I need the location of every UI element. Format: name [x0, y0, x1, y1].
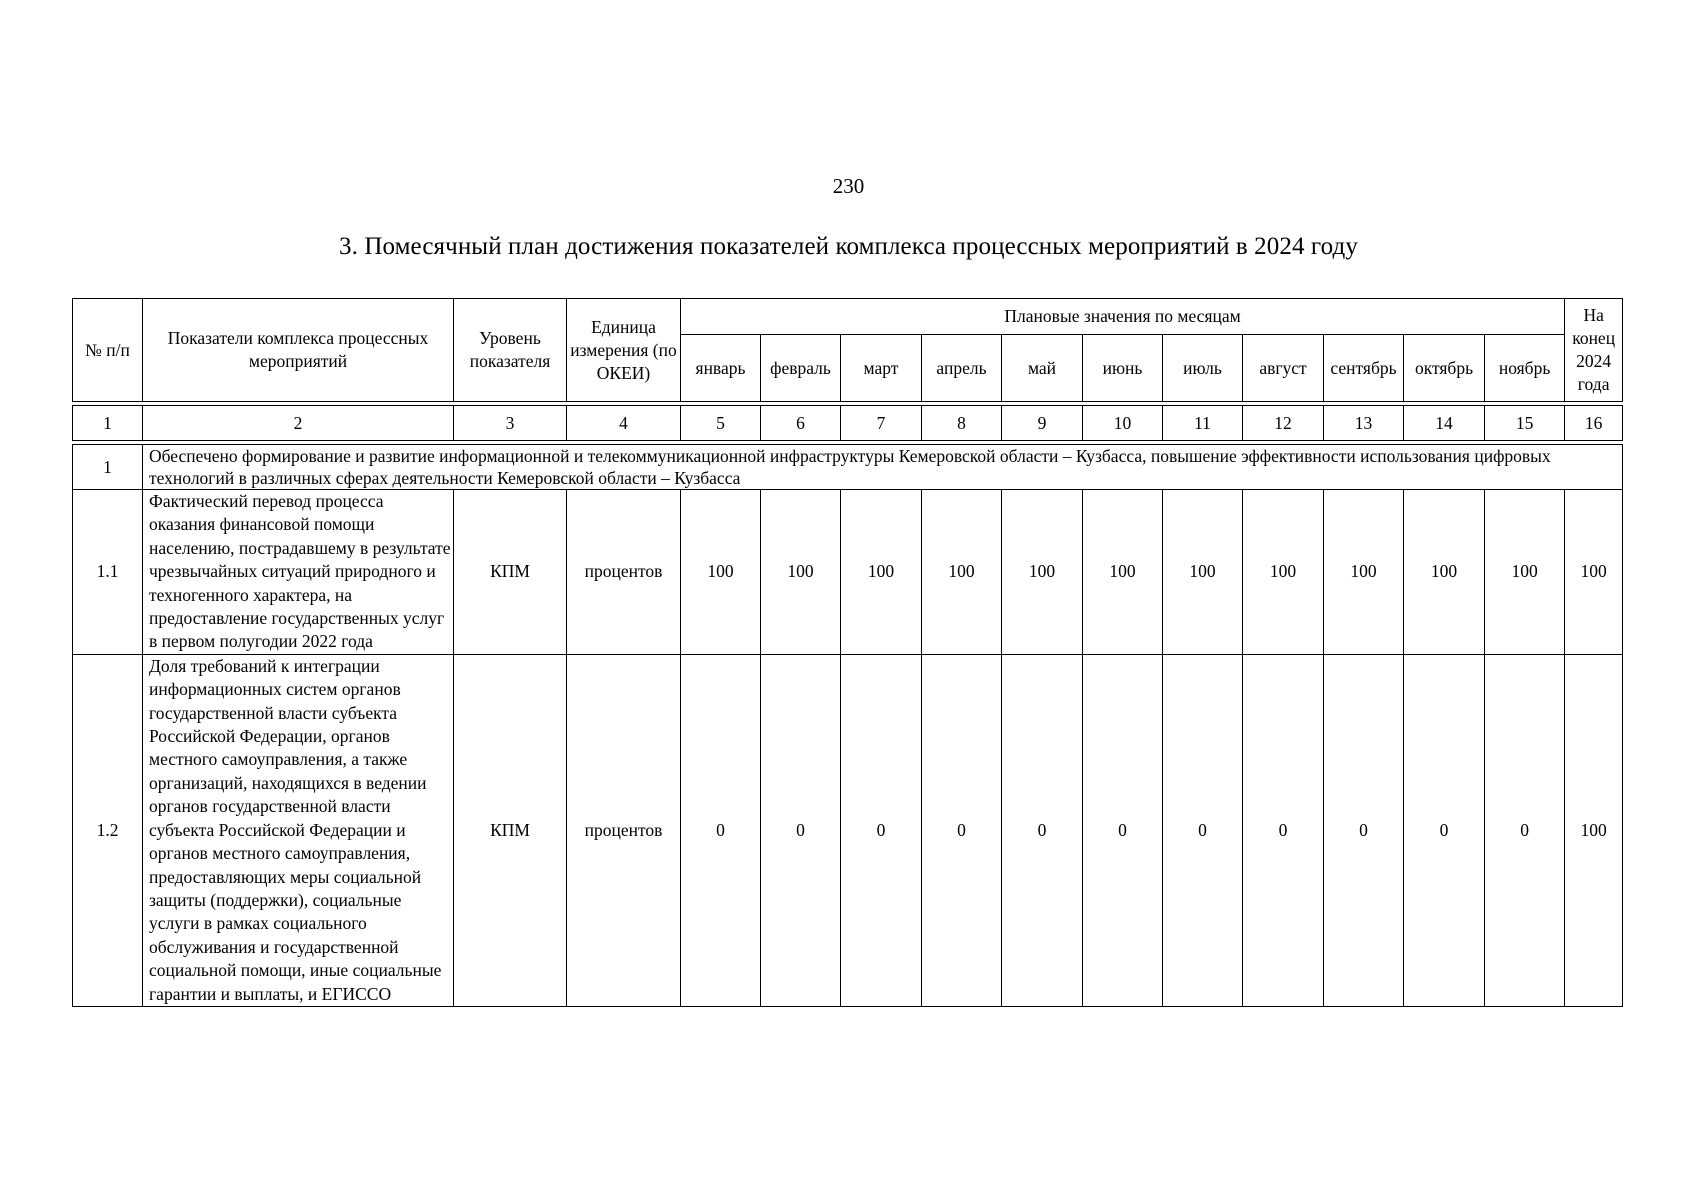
row-month-value: 100: [1324, 490, 1404, 655]
table-row: [73, 490, 1623, 655]
row-end-value: 100: [1565, 654, 1623, 1006]
section-num: 1: [73, 445, 143, 490]
row-month-value: 100: [1083, 490, 1163, 655]
row-month-value: 0: [1485, 654, 1565, 1006]
header-monthly-group: Плановые значения по месяцам: [681, 299, 1565, 335]
column-number: 11: [1163, 406, 1243, 441]
header-month: май: [1002, 335, 1083, 402]
row-month-value: 100: [1163, 490, 1243, 655]
section-text: Обеспечено формирование и развитие информационной и телекоммуникационной инфраструктуры Кемеровской области – Кузбасса, повышение эффективности использования цифровых технологий в различных сферах деятельности Кемеровской области – Кузбасса: [143, 445, 1623, 490]
row-month-value: 100: [1404, 490, 1485, 655]
header-month: апрель: [922, 335, 1002, 402]
header-unit: Единица измерения (по ОКЕИ): [567, 299, 681, 402]
header-month: март: [841, 335, 922, 402]
row-month-value: 0: [1404, 654, 1485, 1006]
row-unit: процентов: [567, 654, 681, 1006]
row-level: КПМ: [454, 654, 567, 1006]
row-month-value: 100: [922, 490, 1002, 655]
column-number: 13: [1324, 406, 1404, 441]
header-month: октябрь: [1404, 335, 1485, 402]
column-number: 10: [1083, 406, 1163, 441]
column-number: 2: [143, 406, 454, 441]
header-month: июнь: [1083, 335, 1163, 402]
row-indicator: Фактический перевод процесса оказания финансовой помощи населению, пострадавшему в результате чрезвычайных ситуаций природного и техногенного характера, на предоставление государственных услуг в первом полугодии 2022 года: [143, 490, 454, 655]
row-month-value: 0: [1083, 654, 1163, 1006]
column-number: 4: [567, 406, 681, 441]
row-month-value: 0: [1163, 654, 1243, 1006]
column-number: 6: [761, 406, 841, 441]
column-number: 5: [681, 406, 761, 441]
row-month-value: 0: [841, 654, 922, 1006]
row-month-value: 100: [761, 490, 841, 655]
page-number: 230: [832, 174, 865, 198]
row-num: 1.2: [73, 654, 143, 1006]
column-numbers-row: [73, 406, 1623, 441]
column-number: 1: [73, 406, 143, 441]
header-month: январь: [681, 335, 761, 402]
row-month-value: 0: [761, 654, 841, 1006]
document-title: 3. Помесячный план достижения показателей комплекса процессных мероприятий в 2024 году: [339, 233, 1358, 260]
column-number: 3: [454, 406, 567, 441]
row-month-value: 0: [681, 654, 761, 1006]
header-month: февраль: [761, 335, 841, 402]
row-month-value: 100: [841, 490, 922, 655]
row-month-value: 0: [922, 654, 1002, 1006]
row-month-value: 0: [1243, 654, 1324, 1006]
row-num: 1.1: [73, 490, 143, 655]
column-number: 9: [1002, 406, 1083, 441]
column-number: 15: [1485, 406, 1565, 441]
column-number: 14: [1404, 406, 1485, 441]
header-level: Уровень показателя: [454, 299, 567, 402]
row-unit: процентов: [567, 490, 681, 655]
table-row: [73, 654, 1623, 1006]
row-month-value: 100: [1002, 490, 1083, 655]
header-num: № п/п: [73, 299, 143, 402]
section-row: [73, 445, 1623, 490]
column-number: 7: [841, 406, 922, 441]
column-number: 12: [1243, 406, 1324, 441]
row-level: КПМ: [454, 490, 567, 655]
header-indicators: Показатели комплекса процессных мероприятий: [143, 299, 454, 402]
column-number: 16: [1565, 406, 1623, 441]
row-end-value: 100: [1565, 490, 1623, 655]
row-month-value: 100: [681, 490, 761, 655]
header-month: сентябрь: [1324, 335, 1404, 402]
header-month: июль: [1163, 335, 1243, 402]
header-end-of-year: На конец 2024 года: [1565, 299, 1623, 402]
row-indicator: Доля требований к интеграции информационных систем органов государственной власти субъекта Российской Федерации, органов местного самоуправления, а также организаций, находящихся в ведении органов государственной власти субъекта Российской Федерации и органов местного самоуправления, предоставляющих меры социальной защиты (поддержки), социальные услуги в рамках социального обслуживания и государственной социальной помощи, иные социальные гарантии и выплаты, и ЕГИССО: [143, 654, 454, 1006]
column-number: 8: [922, 406, 1002, 441]
header-month: ноябрь: [1485, 335, 1565, 402]
row-month-value: 0: [1002, 654, 1083, 1006]
row-month-value: 100: [1485, 490, 1565, 655]
row-month-value: 0: [1324, 654, 1404, 1006]
monthly-plan-table: [72, 298, 1623, 1007]
row-month-value: 100: [1243, 490, 1324, 655]
header-month: август: [1243, 335, 1324, 402]
